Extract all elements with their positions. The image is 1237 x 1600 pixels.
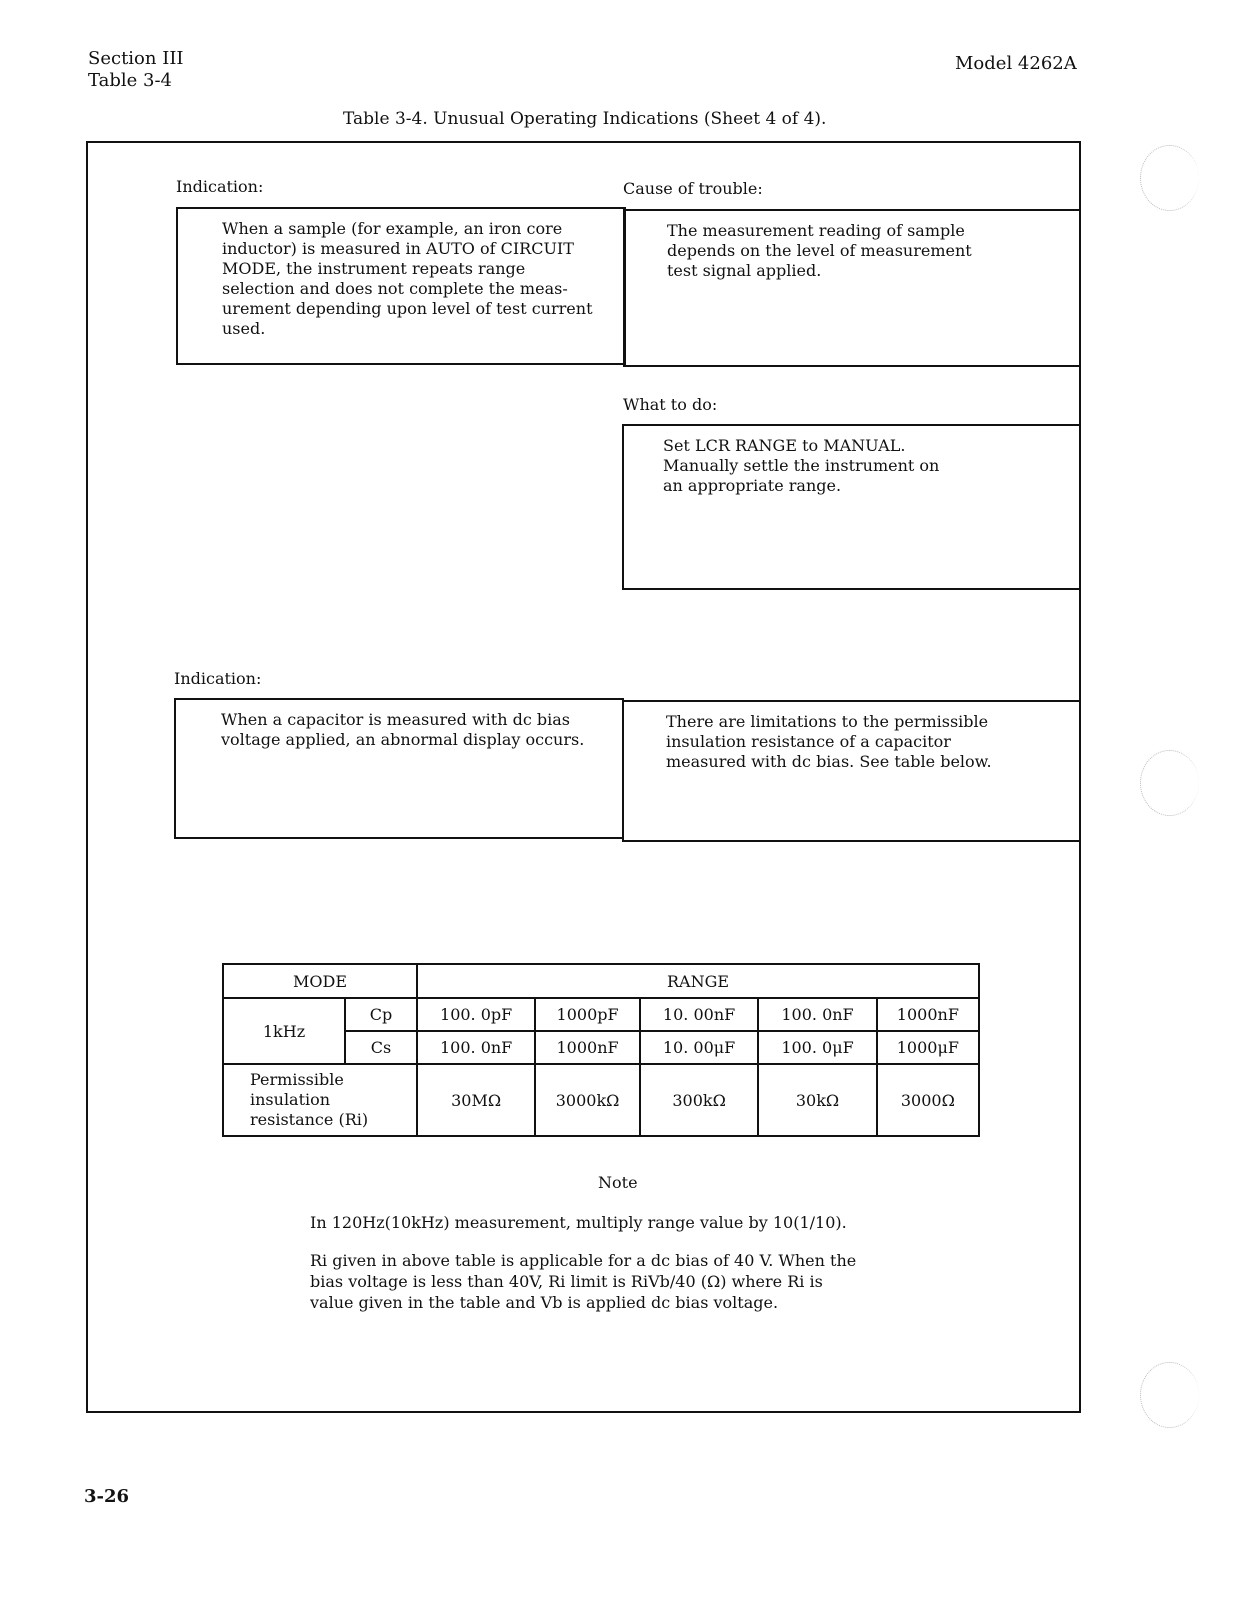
binder-hole-mark	[1140, 1362, 1199, 1428]
ri-label: Permissible insulation resistance (Ri)	[223, 1064, 417, 1136]
what-to-do-text: Set LCR RANGE to MANUAL. Manually settle the instrument on an appropriate range.	[663, 436, 940, 495]
cs-value: 1000nF	[535, 1031, 640, 1064]
cp-value: 100. 0pF	[417, 998, 535, 1031]
note-line-1: In 120Hz(10kHz) measurement, multiply range value by 10(1/10).	[310, 1213, 847, 1232]
indication-box-2	[174, 698, 624, 839]
ri-value: 30MΩ	[417, 1064, 535, 1136]
ri-value: 3000Ω	[877, 1064, 979, 1136]
indication-text-1: When a sample (for example, an iron core inductor) is measured in AUTO of CIRCUIT MODE, the instrument repeats range selection and does not complete the meas- urement depending upon level of test current used.	[222, 219, 593, 338]
page-number: 3-26	[84, 1486, 130, 1507]
indication-text-2: When a capacitor is measured with dc bias voltage applied, an abnormal display occurs.	[221, 710, 585, 749]
cause-text-2: There are limitations to the permissible insulation resistance of a capacitor measured with dc bias. See table below.	[666, 712, 992, 771]
cs-value: 100. 0nF	[417, 1031, 535, 1064]
cs-label: Cs	[345, 1031, 417, 1064]
binder-hole-mark	[1140, 145, 1199, 211]
cp-value: 10. 00nF	[640, 998, 758, 1031]
cs-value: 1000μF	[877, 1031, 979, 1064]
ri-value: 3000kΩ	[535, 1064, 640, 1136]
range-header: RANGE	[417, 964, 979, 998]
table-title: Table 3-4. Unusual Operating Indications (Sheet 4 of 4).	[343, 109, 827, 129]
binder-hole-mark	[1140, 750, 1199, 816]
what-to-do-box	[622, 424, 1079, 590]
ri-value: 30kΩ	[758, 1064, 876, 1136]
cause-text-1: The measurement reading of sample depends on the level of measurement test signal applied.	[667, 221, 972, 280]
cp-value: 1000nF	[877, 998, 979, 1031]
table-ref-label: Table 3-4	[88, 70, 172, 91]
cp-value: 1000pF	[535, 998, 640, 1031]
table-header-row	[223, 964, 979, 998]
indication-label-2: Indication:	[174, 669, 262, 688]
ri-row	[223, 1064, 979, 1136]
note-heading: Note	[598, 1173, 638, 1192]
mode-header: MODE	[223, 964, 417, 998]
cp-row	[223, 998, 979, 1031]
indication-label-1: Indication:	[176, 177, 264, 196]
cp-label: Cp	[345, 998, 417, 1031]
cause-label: Cause of trouble:	[623, 179, 763, 198]
cause-box-1	[623, 209, 1079, 367]
cs-value: 10. 00μF	[640, 1031, 758, 1064]
indication-box-1	[176, 207, 626, 365]
section-label: Section III	[88, 48, 184, 69]
cp-value: 100. 0nF	[758, 998, 876, 1031]
cause-box-2	[622, 700, 1079, 842]
what-to-do-label: What to do:	[623, 395, 718, 414]
range-table	[222, 963, 980, 1137]
cs-value: 100. 0μF	[758, 1031, 876, 1064]
freq-cell: 1kHz	[223, 998, 345, 1064]
note-line-2: Ri given in above table is applicable for a dc bias of 40 V. When the bias voltage is less than 40V, Ri limit is RiVb/40 (Ω) where Ri is value given in the table and Vb is applied dc bias voltage.	[310, 1251, 857, 1312]
model-label: Model 4262A	[955, 53, 1077, 74]
ri-value: 300kΩ	[640, 1064, 758, 1136]
